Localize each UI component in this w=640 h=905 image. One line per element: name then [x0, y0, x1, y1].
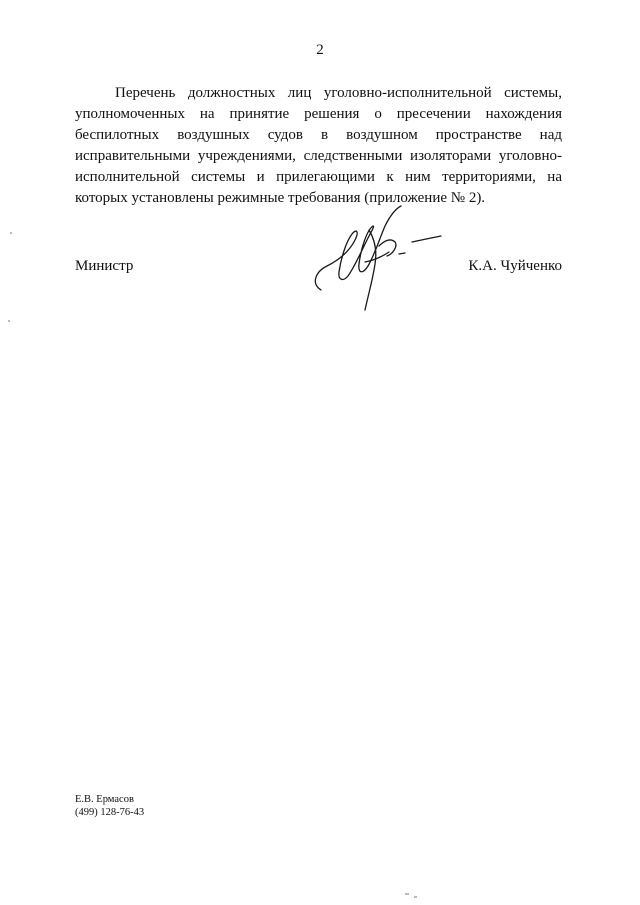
signer-name: К.А. Чуйченко	[468, 258, 562, 274]
scan-artifact	[10, 232, 12, 234]
executor-block	[75, 793, 144, 819]
body-paragraph: Перечень должностных лиц уголовно-исполнительной системы, уполномоченных на принятие решения о пресечении нахождения беспилотных воздушных судов в воздушном пространстве над исправительными учреждениями, следственными изоляторами уголовно-исполнительной системы и прилегающими к ним территориями, на которых установлены режимные требования (приложение № 2).	[75, 85, 562, 206]
scan-artifact	[414, 896, 417, 898]
scan-artifact	[8, 320, 10, 322]
signature-icon	[305, 200, 445, 315]
scan-artifact	[405, 893, 409, 895]
signer-title: Министр	[75, 258, 134, 274]
page-number: 2	[316, 42, 324, 58]
executor-name: Е.В. Ермасов	[75, 794, 134, 805]
executor-phone: (499) 128-76-43	[75, 807, 145, 818]
